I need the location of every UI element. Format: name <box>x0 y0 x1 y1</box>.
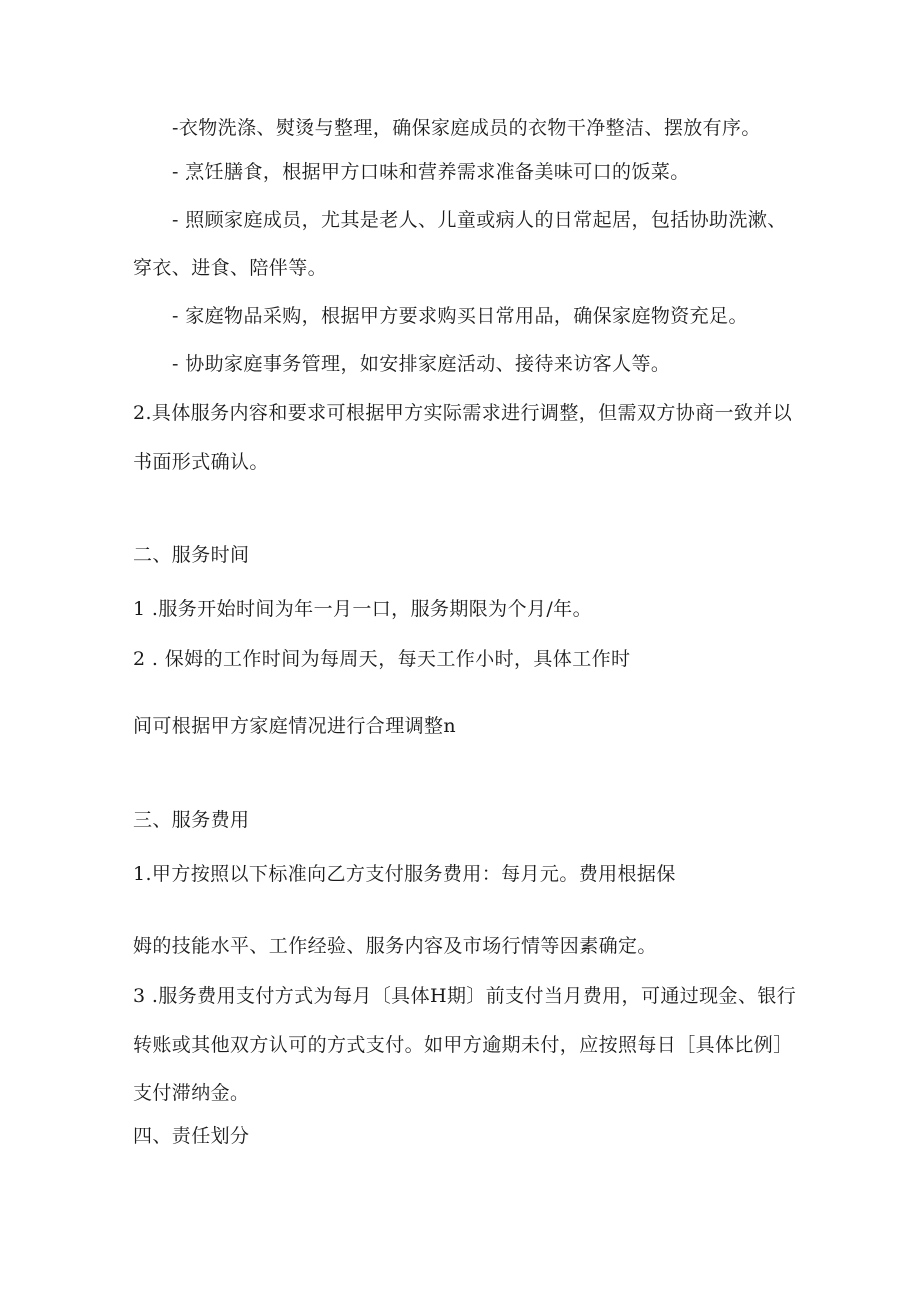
clause-fee-standard: 1.甲方按照以下标准向乙方支付服务费用：每月元。费用根据保 <box>133 863 676 885</box>
service-item-purchasing: - 家庭物品采购，根据甲方要求购买日常用品，确保家庭物资充足。 <box>172 305 748 327</box>
clause-adjustment: 2.具体服务内容和要求可根据甲方实际需求进行调整，但需双方协商一致并以 <box>133 402 793 424</box>
clause-adjustment-cont: 书面形式确认。 <box>133 451 269 473</box>
service-item-care: - 照顾家庭成员，尤其是老人、儿童或病人的日常起居，包括协助洗漱、 <box>172 209 787 231</box>
clause-payment-method: 3 .服务费用支付方式为每月〔具体H期〕前支付当月费用，可通过现金、银行 <box>133 985 797 1007</box>
service-item-cooking: - 烹饪膳食，根据甲方口味和营养需求准备美味可口的饭菜。 <box>172 161 690 183</box>
service-item-laundry: -衣物洗涤、熨烫与整理，确保家庭成员的衣物干净整洁、摆放有序。 <box>172 117 761 139</box>
clause-start-time: 1 .服务开始时间为年一月一口，服务期限为个月/年。 <box>133 598 592 620</box>
clause-fee-standard-cont: 姆的技能水平、工作经验、服务内容及市场行情等因素确定。 <box>133 935 657 957</box>
clause-late-fee: 支付滞纳金。 <box>133 1082 250 1104</box>
clause-payment-method-cont: 转账或其他双方认可的方式支付。如甲方逾期未付，应按照每日［具体比例］ <box>133 1034 793 1056</box>
section-heading-liability: 四、责任划分 <box>133 1125 250 1147</box>
section-heading-service-fee: 三、服务费用 <box>133 809 250 831</box>
section-heading-service-time: 二、服务时间 <box>133 544 250 566</box>
clause-work-hours: 2 . 保姆的工作时间为每周天，每天工作小时，具体工作时 <box>133 648 631 670</box>
service-item-care-cont: 穿衣、进食、陪伴等。 <box>133 257 328 279</box>
clause-work-hours-cont: 间可根据甲方家庭情况进行合理调整n <box>133 715 457 737</box>
service-item-affairs: - 协助家庭事务管理，如安排家庭活动、接待来访客人等。 <box>172 353 671 375</box>
